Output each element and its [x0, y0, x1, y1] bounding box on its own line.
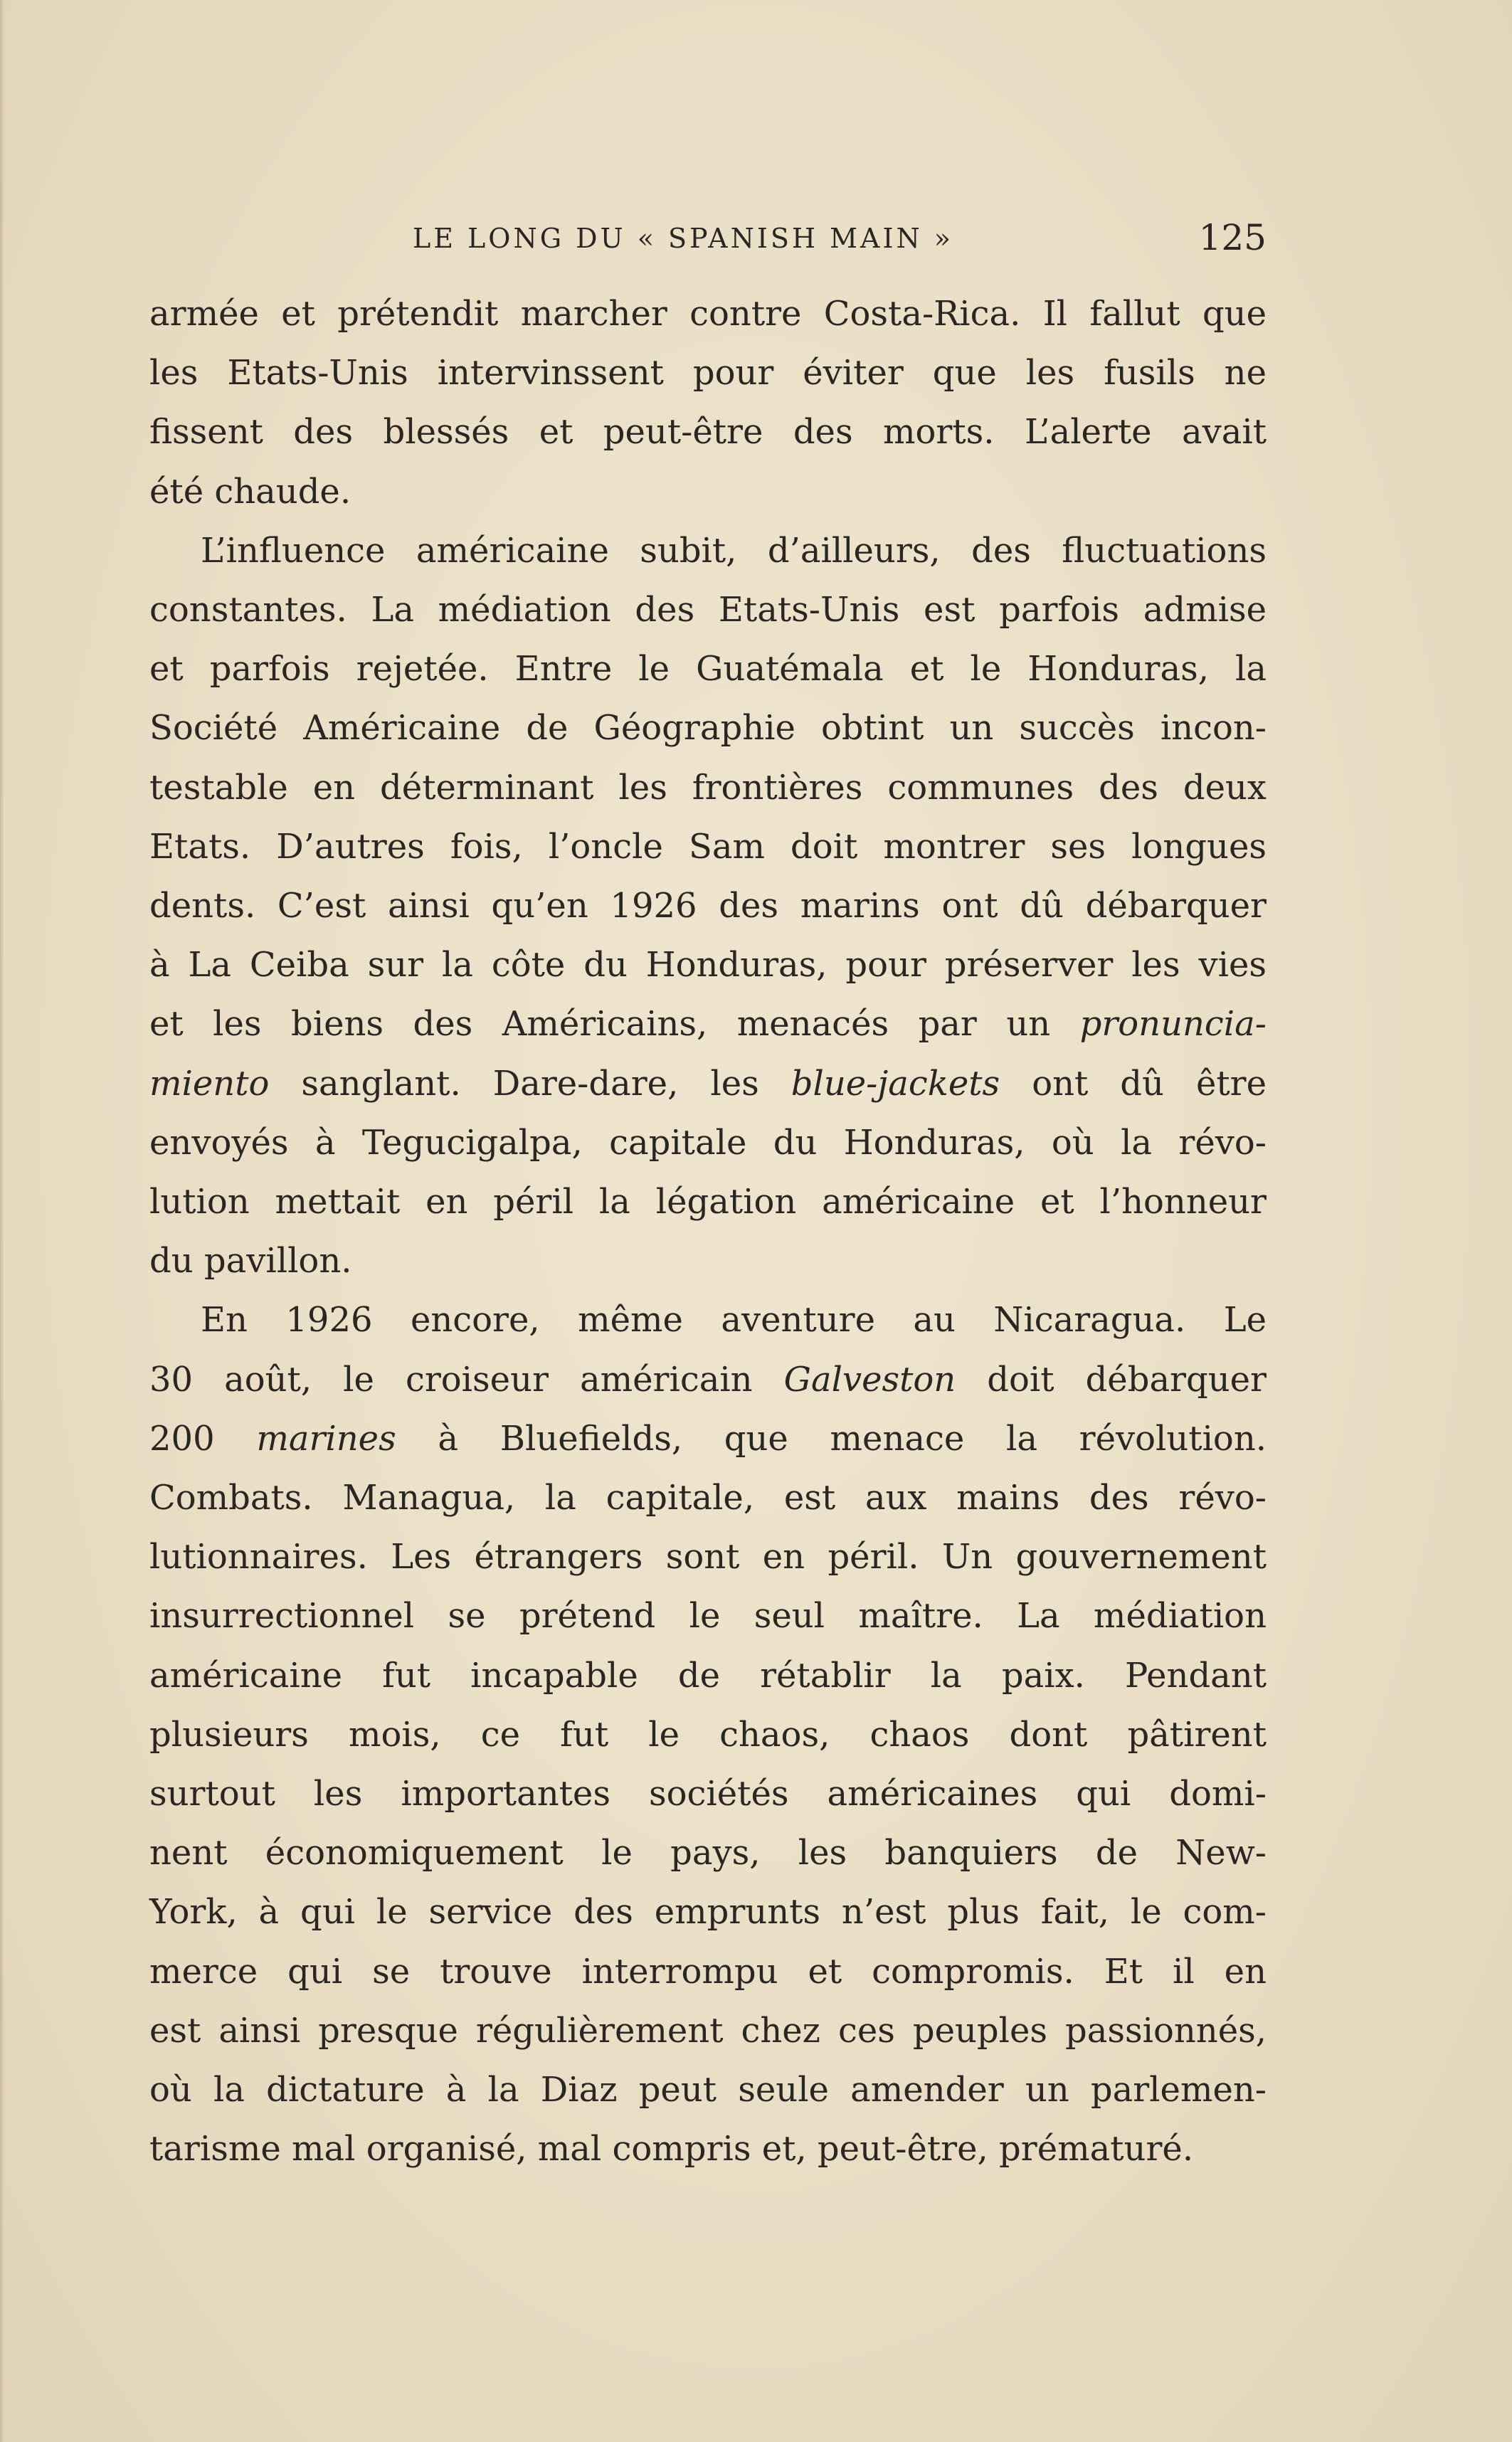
- text-line: les Etats-Unis intervinssent pour éviter que les fusils ne: [149, 353, 1267, 393]
- text-segment: 200: [149, 1418, 257, 1459]
- page-number: 125: [1198, 217, 1267, 258]
- text-line: lutionnaires. Les étrangers sont en péril. Un gouvernement: [149, 1537, 1267, 1577]
- text-line: Société Américaine de Géographie obtint un succès incon-: [149, 708, 1267, 749]
- text-line: lution mettait en péril la légation américaine et l’honneur: [149, 1182, 1267, 1222]
- text-line: envoyés à Tegucigalpa, capitale du Honduras, où la révo-: [149, 1122, 1267, 1163]
- page-header: [149, 217, 1267, 260]
- text-line: constantes. La médiation des Etats-Unis est parfois admise: [149, 590, 1267, 630]
- text-segment: à Bluefields, que menace la révolution.: [396, 1418, 1267, 1459]
- text-segment: sanglant. Dare-dare, les: [269, 1063, 791, 1104]
- text-line: [149, 1410, 1267, 1469]
- text-line: est ainsi presque régulièrement chez ces peuples passionnés,: [149, 2010, 1267, 2051]
- text-line: Etats. D’autres fois, l’oncle Sam doit montrer ses longues: [149, 826, 1267, 867]
- text-line: Combats. Managua, la capitale, est aux mains des révo-: [149, 1478, 1267, 1518]
- text-line: L’influence américaine subit, d’ailleurs, des fluctuations: [201, 530, 1267, 571]
- text-line: dents. C’est ainsi qu’en 1926 des marins ont dû débarquer: [149, 886, 1267, 926]
- text-line: tarisme mal organisé, mal compris et, peut-être, prématuré.: [149, 2129, 1194, 2169]
- text-line: à La Ceiba sur la côte du Honduras, pour préserver les vies: [149, 945, 1267, 985]
- running-head: LE LONG DU « SPANISH MAIN »: [413, 223, 954, 254]
- text-line: [149, 1350, 1267, 1410]
- text-line: nent économiquement le pays, les banquiers de New-: [149, 1833, 1267, 1873]
- text-line: En 1926 encore, même aventure au Nicaragua. Le: [201, 1300, 1267, 1341]
- italic-term: blue-jackets: [791, 1063, 1000, 1104]
- text-line: [149, 1054, 1267, 1114]
- text-segment: ont dû être: [1000, 1063, 1267, 1104]
- text-line: testable en déterminant les frontières communes des deux: [149, 767, 1267, 808]
- text-segment: et les biens des Américains, menacés par un: [149, 1004, 1080, 1045]
- page-edge-shadow: [0, 0, 4, 2442]
- body-text: [149, 285, 1267, 2179]
- text-segment: 30 août, le croiseur américain: [149, 1359, 784, 1400]
- text-line: surtout les importantes sociétés américaines qui domi-: [149, 1774, 1267, 1814]
- text-line: où la dictature à la Diaz peut seule amender un parlemen-: [149, 2070, 1267, 2110]
- italic-term: Galveston: [783, 1359, 956, 1400]
- text-line: américaine fut incapable de rétablir la paix. Pendant: [149, 1655, 1267, 1696]
- text-line: fissent des blessés et peut-être des morts. L’alerte avait: [149, 412, 1267, 453]
- italic-term: miento: [149, 1063, 270, 1104]
- italic-term: pronuncia-: [1079, 1004, 1267, 1045]
- text-line: été chaude.: [149, 471, 351, 512]
- text-line: merce qui se trouve interrompu et compromis. Et il en: [149, 1951, 1267, 1992]
- text-line: plusieurs mois, ce fut le chaos, chaos dont pâtirent: [149, 1714, 1267, 1755]
- italic-term: marines: [256, 1418, 396, 1459]
- text-line: du pavillon.: [149, 1241, 352, 1281]
- text-line: armée et prétendit marcher contre Costa-Rica. Il fallut que: [149, 294, 1267, 334]
- text-line: [149, 995, 1267, 1054]
- text-segment: doit débarquer: [956, 1359, 1267, 1400]
- text-line: York, à qui le service des emprunts n’est plus fait, le com-: [149, 1892, 1267, 1933]
- text-line: et parfois rejetée. Entre le Guatémala et le Honduras, la: [149, 649, 1267, 689]
- text-line: insurrectionnel se prétend le seul maître. La médiation: [149, 1596, 1267, 1637]
